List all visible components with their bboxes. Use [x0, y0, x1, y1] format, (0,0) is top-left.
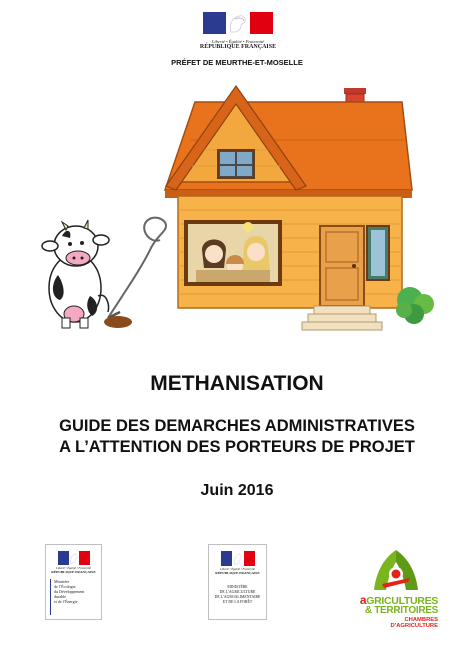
- marianne-flag-icon: [203, 12, 273, 34]
- side-window: [367, 226, 389, 280]
- brand-line-1: aGRICULTURES: [359, 593, 438, 607]
- subtitle-line-2: A L’ATTENTION DES PORTEURS DE PROJET: [59, 438, 415, 456]
- ministry-text: Ministère de l’Écologie, du Développement durable et de l’Énergie: [54, 579, 85, 604]
- brand-line-3: CHAMBRES D’AGRICULTURE: [390, 617, 438, 629]
- brand-line-2: & TERRITOIRES: [364, 605, 438, 616]
- bush: [396, 287, 434, 324]
- publication-date: Juin 2016: [200, 482, 274, 499]
- ministry-agriculture-logo: [208, 544, 267, 620]
- cow: [42, 220, 109, 328]
- chambres-agriculture-logo: [356, 548, 438, 628]
- agriculture-emblem-icon: [370, 548, 422, 592]
- family-window: [184, 220, 282, 286]
- ministry-ecology-logo: [45, 544, 102, 620]
- republic-text: RÉPUBLIQUE FRANÇAISE: [51, 570, 96, 574]
- front-door: [320, 226, 364, 306]
- divider-rule: [50, 579, 51, 615]
- motto-text: Liberté • Égalité • Fraternité: [56, 566, 91, 570]
- republic-text: RÉPUBLIQUE FRANÇAISE: [215, 571, 260, 575]
- subtitle-line-1: GUIDE DES DEMARCHES ADMINISTRATIVES: [59, 417, 415, 435]
- republic-text: RÉPUBLIQUE FRANÇAISE: [199, 44, 277, 50]
- marianne-flag-icon: [58, 551, 90, 565]
- document-title: METHANISATION: [150, 372, 324, 395]
- marianne-flag-icon: [221, 551, 255, 566]
- vacuum-cleaner: [104, 218, 166, 328]
- motto-text: Liberté • Égalité • Fraternité: [220, 567, 255, 571]
- republic-logo: [203, 12, 273, 44]
- front-steps: [302, 306, 382, 330]
- cover-illustration: [0, 78, 474, 340]
- ministry-text: MINISTÈRE DE L’AGRICULTURE DE L’AGROALIMENTAIRE ET DE LA FORÊT: [214, 585, 261, 604]
- prefect-title: PRÉFET DE MEURTHE-ET-MOSELLE: [171, 58, 303, 67]
- motto-text: Liberté • Égalité • Fraternité: [211, 39, 265, 44]
